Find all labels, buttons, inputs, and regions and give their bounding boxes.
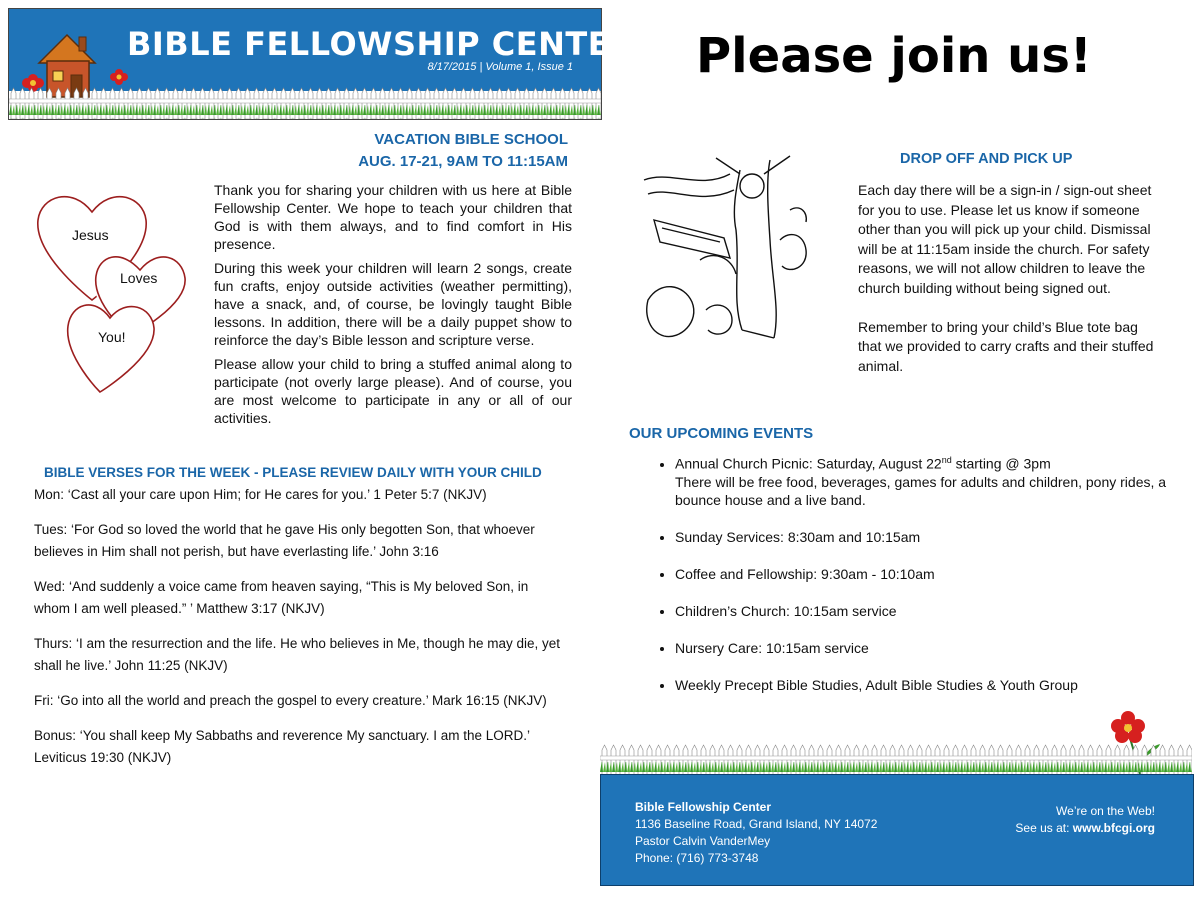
verse-item: Mon: ‘Cast all your care upon Him; for He cares for you.’ 1 Peter 5:7 (NKJV) xyxy=(34,487,487,502)
vbs-paragraph: During this week your children will learn 2 songs, create fun crafts, enjoy outside activities (weather permitting), have a snack, and, of course, be lovingly taught Bible lessons. In addition, there will be a daily puppet show to reinforce the day’s Bible lesson and scripture verse. xyxy=(214,260,572,348)
picnic-details: There will be free food, beverages, games for adults and children, pony rides, a bounce house and a live band. xyxy=(675,473,1167,508)
dropoff-paragraph: Each day there will be a sign-in / sign-out sheet for you to use. Please let us know if someone other than you will pick up your child. Dismissal will be at 11:15am inside the church. For safety reasons, we will not allow children to leave the church building without being signed out. xyxy=(858,182,1152,296)
footer-web-label: See us at: xyxy=(1015,821,1073,835)
picnic-time: starting @ 3pm xyxy=(951,455,1051,472)
grass-fence xyxy=(9,87,601,119)
dropoff-heading: DROP OFF AND PICK UP xyxy=(900,151,1073,167)
footer-pastor: Pastor Calvin VanderMey xyxy=(635,834,771,848)
footer-org-name: Bible Fellowship Center xyxy=(635,800,772,814)
heart-label-jesus: Jesus xyxy=(72,227,109,243)
vbs-body xyxy=(214,181,572,427)
event-item xyxy=(675,451,1177,509)
please-join-title: Please join us! xyxy=(696,28,1092,84)
vbs-paragraph: Please allow your child to bring a stuffed animal along to participate (not overly large please). And of course, you are most welcome to participate in any or all of our activities. xyxy=(214,356,572,426)
verse-item: Wed: ‘And suddenly a voice came from heaven saying, “This is My beloved Son, in whom I am well pleased.” ’ Matthew 3:17 (NKJV) xyxy=(34,579,529,616)
picnic-sup: nd xyxy=(941,455,952,465)
newsletter-title: BIBLE FELLOWSHIP CENTER xyxy=(127,25,636,63)
footer-phone: Phone: (716) 773-3748 xyxy=(635,851,759,865)
issue-info: 8/17/2015 | Volume 1, Issue 1 xyxy=(427,61,573,73)
verse-item: Fri: ‘Go into all the world and preach the gospel to every creature.’ Mark 16:15 (NKJV) xyxy=(34,693,547,708)
verse-item: Thurs: ‘I am the resurrection and the life. He who believes in Me, though he may die, yet shall he live.’ John 11:25 (NKJV) xyxy=(34,636,561,673)
newsletter-header xyxy=(8,8,636,120)
footer-grass-fence xyxy=(600,744,1192,776)
events-list xyxy=(657,451,1177,713)
event-item: • Children’s Church: 10:15am service xyxy=(675,602,1177,620)
picnic-title: Annual Church Picnic: Saturday, August 22 xyxy=(675,455,942,472)
event-item: • Sunday Services: 8:30am and 10:15am xyxy=(675,528,1177,546)
heart-label-loves: Loves xyxy=(120,270,158,286)
dropoff-body xyxy=(858,181,1164,376)
event-item: • Coffee and Fellowship: 9:30am - 10:10am xyxy=(675,565,1177,583)
heart-label-you: You! xyxy=(98,329,126,345)
verse-item: Tues: ‘For God so loved the world that he gave His only begotten Son, that whoever believes in Him shall not perish, but have everlasting life.’ John 3:16 xyxy=(34,522,535,559)
events-heading: OUR UPCOMING EVENTS xyxy=(629,425,814,442)
verses-heading: BIBLE VERSES FOR THE WEEK - PLEASE REVIEW DAILY WITH YOUR CHILD xyxy=(44,465,542,480)
vbs-dates: AUG. 17-21, 9AM TO 11:15AM xyxy=(358,153,568,170)
footer-web xyxy=(1015,803,1155,837)
event-item: • Nursery Care: 10:15am service xyxy=(675,639,1177,657)
dropoff-paragraph: Remember to bring your child’s Blue tote bag that we provided to carry crafts and their stuffed animal. xyxy=(858,318,1154,374)
footer-web-link[interactable]: www.bfcgi.org xyxy=(1072,821,1155,835)
footer-web-line: We’re on the Web! xyxy=(1056,804,1155,818)
footer-contact xyxy=(635,799,877,867)
event-item: • Weekly Precept Bible Studies, Adult Bible Studies & Youth Group xyxy=(675,676,1177,694)
footer-address: 1136 Baseline Road, Grand Island, NY 14072 xyxy=(635,817,878,831)
verse-item: Bonus: ‘You shall keep My Sabbaths and reverence My sanctuary. I am the LORD.’ Leviticus 19:30 (NKJV) xyxy=(34,728,530,765)
footer-contact-box xyxy=(600,774,1194,886)
verses-list xyxy=(34,484,564,769)
hearts-graphic xyxy=(30,186,200,398)
noah-illustration xyxy=(640,150,812,350)
vbs-heading: VACATION BIBLE SCHOOL xyxy=(374,131,568,148)
vbs-paragraph: Thank you for sharing your children with us here at Bible Fellowship Center. We hope to teach your children that God is with them always, and to find comfort in His presence. xyxy=(214,182,572,252)
